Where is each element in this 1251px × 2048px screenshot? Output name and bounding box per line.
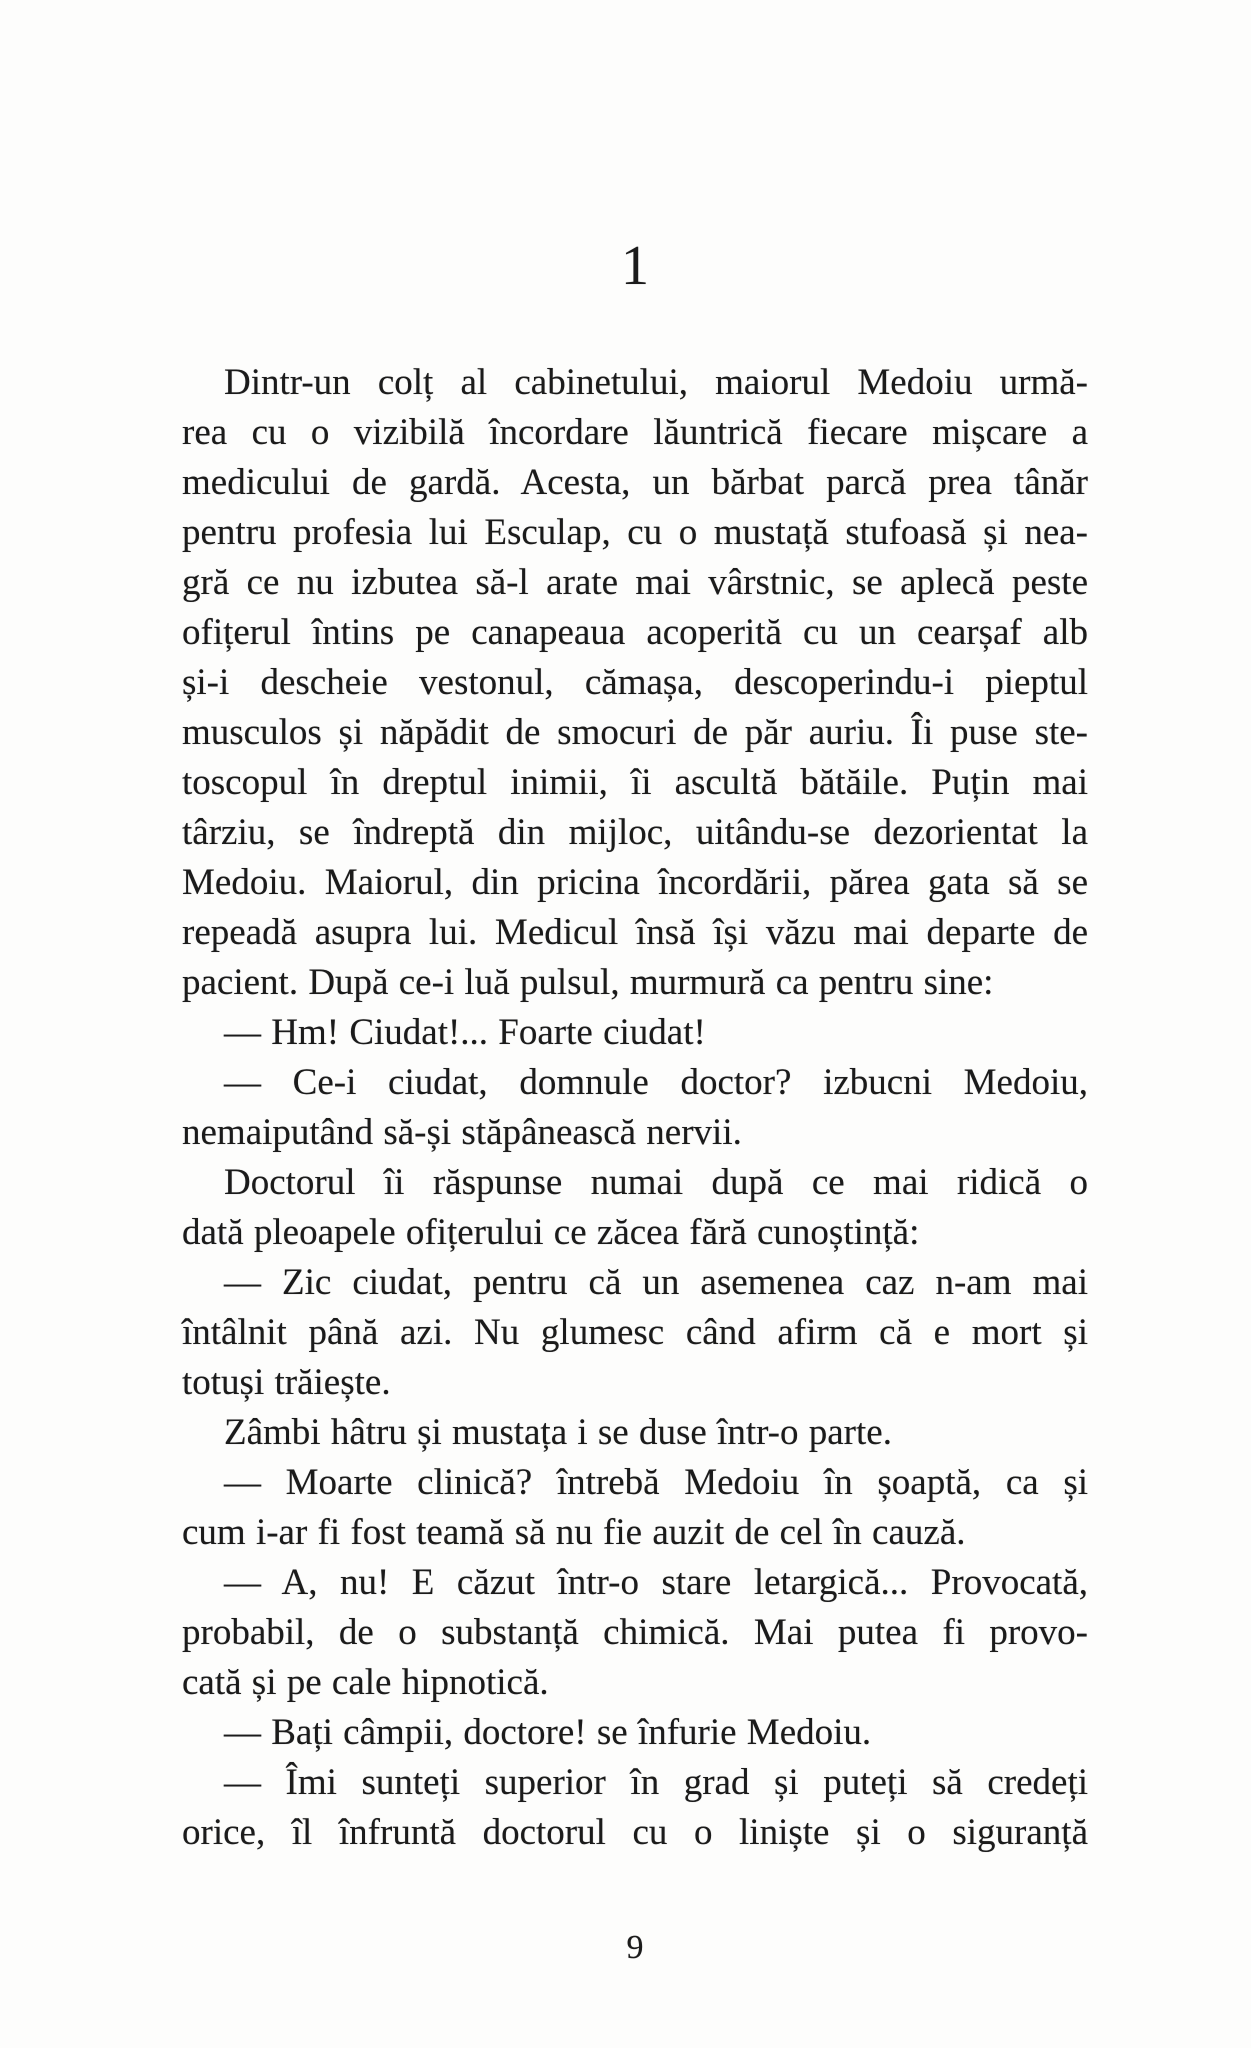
text-line: dată pleoapele ofițerului ce zăcea fără cunoștință: [182,1212,920,1253]
text-line: — A, nu! E căzut într-o stare letargică... Provocată, [224,1562,1088,1603]
chapter-number: 1 [621,235,649,297]
text-line: rea cu o vizibilă încordare lăuntrică fiecare mișcare a [182,412,1088,453]
text-line: musculos și năpădit de smocuri de păr auriu. Îi puse ste- [182,712,1088,753]
text-line: întâlnit până azi. Nu glumesc când afirm că e mort și [182,1312,1088,1353]
text-line: cată și pe cale hipnotică. [182,1662,549,1703]
text-line: Doctorul îi răspunse numai după ce mai ridică o [224,1162,1088,1203]
page-number: 9 [626,1929,644,1966]
text-line: toscopul în dreptul inimii, îi ascultă bătăile. Puțin mai [182,762,1088,803]
text-line: — Ce-i ciudat, domnule doctor? izbucni Medoiu, [224,1062,1088,1103]
text-line: — Îmi sunteți superior în grad și puteți să credeți [224,1762,1088,1803]
text-line: nemaiputând să-și stăpânească nervii. [182,1112,742,1153]
text-block [182,358,1088,1858]
text-line: — Zic ciudat, pentru că un asemenea caz n-am mai [224,1262,1088,1303]
text-line: — Moarte clinică? întrebă Medoiu în șoaptă, ca și [224,1462,1088,1503]
text-line: Zâmbi hâtru și mustața i se duse într-o parte. [224,1412,892,1453]
text-line: pacient. După ce-i luă pulsul, murmură ca pentru sine: [182,962,994,1003]
text-line: totuși trăiește. [182,1362,391,1403]
text-line: orice, îl înfruntă doctorul cu o liniște și o siguranță [182,1812,1088,1853]
text-line: târziu, se îndreptă din mijloc, uitându-se dezorientat la [182,812,1088,853]
text-line: repeadă asupra lui. Medicul însă își văzu mai departe de [182,912,1088,953]
text-line: Dintr-un colț al cabinetului, maiorul Medoiu urmă- [224,362,1088,403]
text-line: medicului de gardă. Acesta, un bărbat parcă prea tânăr [182,462,1088,503]
text-line: gră ce nu izbutea să-l arate mai vârstnic, se aplecă peste [182,562,1088,603]
text-line: — Bați câmpii, doctore! se înfurie Medoiu. [224,1712,872,1753]
text-line: cum i-ar fi fost teamă să nu fie auzit de cel în cauză. [182,1512,966,1553]
text-line: și-i descheie vestonul, cămașa, descoperindu-i pieptul [182,662,1088,703]
text-line: ofițerul întins pe canapeaua acoperită cu un cearșaf alb [182,612,1088,653]
text-line: — Hm! Ciudat!... Foarte ciudat! [224,1012,706,1053]
text-line: Medoiu. Maiorul, din pricina încordării, părea gata să se [182,862,1088,903]
text-line: pentru profesia lui Esculap, cu o mustață stufoasă și nea- [182,512,1088,553]
text-line: probabil, de o substanță chimică. Mai putea fi provo- [182,1612,1088,1653]
